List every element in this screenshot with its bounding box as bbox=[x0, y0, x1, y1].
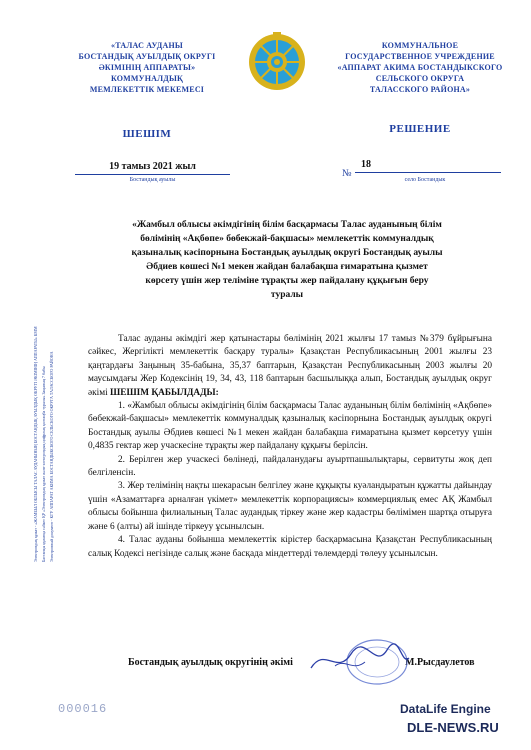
document-title bbox=[78, 218, 496, 302]
document-title-line: көрсету үшін жер теліміне тұрақты жер пайдалану құқығын беру bbox=[145, 276, 429, 286]
header-ru-line: ГОСУДАРСТВЕННОЕ УЧРЕЖДЕНИЕ bbox=[345, 52, 495, 61]
decision-item-3: 3. Жер телімінің нақты шекарасын белгілеу және құқықты куәландыратын құжатты дайындау үшін «Азаматтарға арналған үкімет» мемлекеттік корпорациясы» коммерциялық емес АҚ Жамбыл облысы бойынша филиалының Талас аудандық тіркеу және жер кадастры бөлімімен шартқа отыруға және 6 (алты) ай ішінде тіркеуу ұсынылсын. bbox=[88, 481, 492, 532]
signature-position: Бостандық ауылдық округінің әкімі bbox=[128, 657, 293, 668]
document-body bbox=[88, 333, 492, 561]
document-title-line: бөлімінің «Ақбөпе» бөбекжай-бақшасы» мемлекеттік коммуналдық bbox=[140, 234, 434, 244]
document-number: 18 bbox=[355, 159, 501, 173]
header-ru-line: КОММУНАЛЬНОЕ bbox=[381, 41, 459, 50]
header-kz-line: «ТАЛАС АУДАНЫ bbox=[111, 41, 183, 50]
decision-item-2: 2. Берілген жер учаскесі бөлінеді, пайдаланудағы ауыртпашылықтары, сервитуты жоқ деп белгіленсін. bbox=[88, 454, 492, 479]
header-kz-line: ӘКІМІНІҢ АППАРАТЫ» bbox=[98, 63, 196, 72]
header-ru bbox=[335, 40, 505, 95]
serial-number: 000016 bbox=[58, 702, 108, 716]
header-ru-line: ТАЛАССКОГО РАЙОНА» bbox=[369, 85, 471, 94]
document-title-line: «Жамбыл облысы әкімдігінің білім басқармасы Талас ауданының білім bbox=[132, 220, 442, 230]
document-title-line: қазыналық кәсіпорнына Бостандық ауылдық округі Бостандық ауылы bbox=[131, 248, 443, 258]
document-title-line: Әбдиев көшесі №1 мекен жайдан балабақша ғимаратына қызмет bbox=[146, 262, 428, 272]
header-ru-line: СЕЛЬСКОГО ОКРУГА bbox=[375, 74, 465, 83]
e-document-note-2: Бастапқы құжатқа сәйкес ҚР «Электрондық құжат және электрондық цифрлық қолтаңба туралы» Заңының 7 бабы bbox=[41, 366, 46, 562]
decision-item-4: 4. Талас ауданы бойынша мемлекеттік кірістер басқармасына Қазақстан Республикасының салық Кодексі негізінде салық және басқада міндеттерді төлемдерді төлеуу ұсынылсын. bbox=[88, 535, 492, 559]
number-sign: № bbox=[342, 168, 352, 179]
ru-title: РЕШЕНИЕ bbox=[389, 123, 451, 135]
document-title-line: туралы bbox=[270, 290, 304, 300]
e-document-note-1: Электрондық құжат - «ЖАМБЫЛ ОБЛЫСЫ ТАЛАС АУДАНЫНЫҢ БОСТАНДЫҚ АУЫЛДЫҚ ОКРУГІ ӘКІМІНІҢ АППАРАТЫ» КММ bbox=[33, 326, 38, 562]
header-kz-line: БОСТАНДЫҚ АУЫЛДЫҚ ОКРУГІ bbox=[78, 52, 216, 61]
kz-title: ШЕШІМ bbox=[122, 128, 172, 140]
signer-name: М.Рысдаулетов bbox=[405, 657, 475, 668]
header-kz-line: МЕМЛЕКЕТТІК МЕКЕМЕСІ bbox=[89, 85, 205, 94]
document-date: 19 тамыз 2021 жыл bbox=[75, 161, 230, 175]
header-kz-line: КОММУНАЛДЫҚ bbox=[110, 74, 184, 83]
intro-text: Талас ауданы әкімдігі жер қатынастары бөлімінің 2021 жылғы 17 тамыз №379 бұйрығына сәйкес, Жергілікті мемлекеттік басқару туралы» Қазақстан Республикасының 2001 жылғы 23 қаңтардағы Заңының 35-бабына, 35,37 баптарын, Қазақстан Республикасының 2003 жылғы 20 маусымдағы Жер Кодексінің 19, 34, 43, 118 баптарын басшылыққа алып, Бостандық ауылдық округ әкімі bbox=[88, 334, 492, 398]
stamp-and-signature-icon bbox=[305, 636, 415, 688]
e-document-note-3: Электронный документ - КГУ АППАРАТ АКИМА БОСТАНДЫКСКОГО СЕЛЬСКОГО ОКРУГА ТАЛАССКОГО РАЙОНА bbox=[49, 351, 54, 562]
decision-item-1: 1. «Жамбыл облысы әкімдігінің білім басқармасы Талас ауданының білім бөлімінің «Ақбөпе» бөбекжай-бақшасы» мемлекеттік коммуналдық қазыналық кәсіпорнына Бостандық ауылдық округі Бостандық ауылы Әбдиев көшесі №1 мекен жайдан балабақша ғимаратына қызмет көрсетуу үшін 0,4835 гектар жер учаскесіне тұрақты жер пайдалану құқығы берілсін. bbox=[88, 401, 492, 452]
decided-heading: ШЕШІМ ҚАБЫЛДАДЫ: bbox=[110, 387, 219, 398]
header-kz bbox=[72, 40, 222, 95]
intro-paragraph bbox=[88, 333, 492, 400]
place-ru: село Бостандык bbox=[404, 177, 446, 183]
header-ru-line: «АППАРАТ АКИМА БОСТАНДЫКСКОГО bbox=[337, 63, 503, 72]
place-kz: Бостандық ауылы bbox=[129, 177, 176, 183]
watermark-line2: DLE-NEWS.RU bbox=[407, 720, 499, 735]
state-emblem-icon bbox=[247, 32, 307, 92]
watermark-line1: DataLife Engine bbox=[400, 702, 491, 716]
